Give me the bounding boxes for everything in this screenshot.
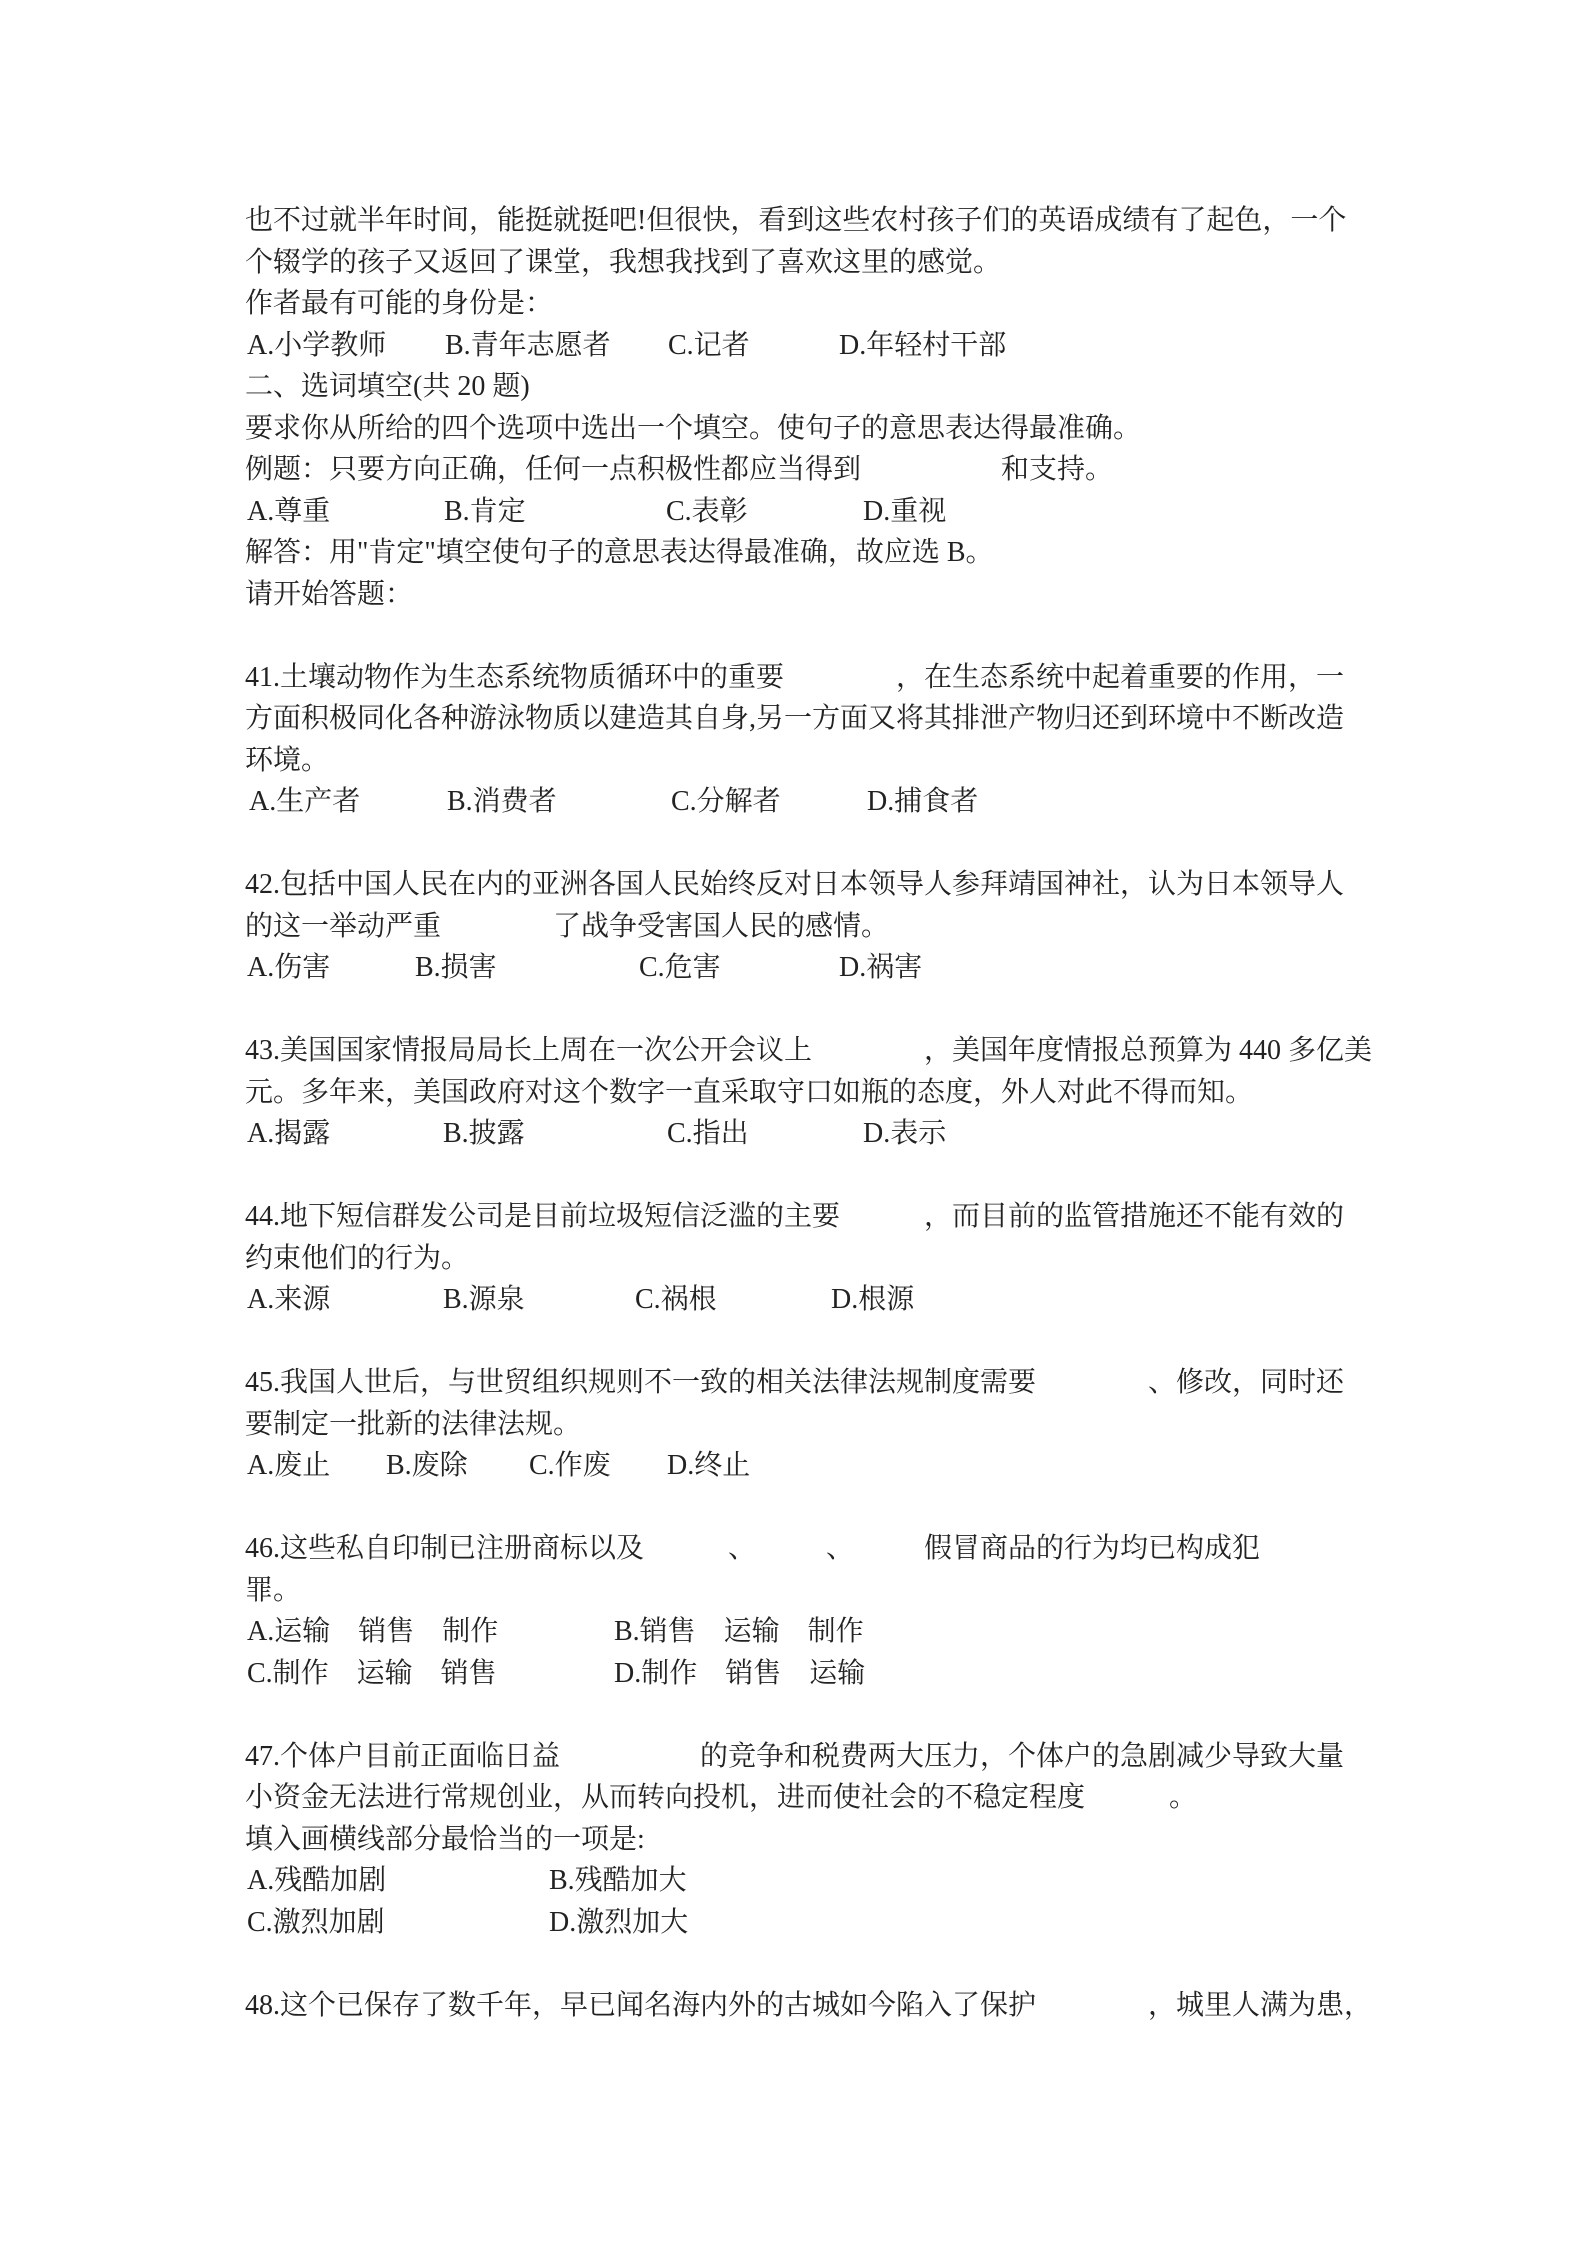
example-sentence: 例题：只要方向正确，任何一点积极性都应当得到 和支持。 bbox=[245, 454, 1114, 485]
q47-line-3: 填入画横线部分最恰当的一项是: bbox=[245, 1823, 645, 1855]
q42-option-d: D.祸害 bbox=[839, 952, 923, 983]
q46-option-a: A.运输 销售 制作 bbox=[247, 1616, 499, 1647]
exam-page bbox=[245, 200, 1375, 2026]
prev-question-options-row bbox=[245, 325, 1375, 367]
question-46 bbox=[245, 1528, 1375, 1694]
q41-option-a: A.生产者 bbox=[249, 786, 361, 817]
q45-option-b: B.废除 bbox=[386, 1450, 468, 1481]
q45-line-1: 45.我国人世后，与世贸组织规则不一致的相关法律法规制度需要 、修改，同时还 bbox=[245, 1367, 1345, 1398]
q43-line-1: 43.美国国家情报局局长上周在一次公开会议上 ，美国年度情报总预算为 440 多亿美 bbox=[245, 1035, 1373, 1066]
q43-option-d: D.表示 bbox=[863, 1118, 947, 1149]
section-heading: 二、选词填空(共 20 题) bbox=[245, 371, 530, 402]
q44-options-row bbox=[245, 1279, 1375, 1321]
example-option-d: D.重视 bbox=[863, 495, 947, 527]
question-43 bbox=[245, 1030, 1375, 1155]
q47-options-row-2 bbox=[245, 1902, 1375, 1944]
example-option-a: A.尊重 bbox=[247, 495, 331, 527]
q41-option-c: C.分解者 bbox=[671, 786, 781, 817]
prev-option-d: D.年轻村干部 bbox=[839, 329, 1007, 361]
question-41 bbox=[245, 657, 1375, 823]
example-answer: 解答：用"肯定"填空使句子的意思表达得最准确，故应选 B。 bbox=[245, 537, 994, 568]
question-45 bbox=[245, 1362, 1375, 1487]
q44-option-a: A.来源 bbox=[247, 1284, 331, 1315]
q41-line-2: 方面积极同化各种游泳物质以建造其自身,另一方面又将其排泄产物归还到环境中不断改造 bbox=[245, 703, 1345, 734]
q43-options-row bbox=[245, 1113, 1375, 1155]
question-47 bbox=[245, 1736, 1375, 1944]
q46-option-c: C.制作 运输 销售 bbox=[247, 1657, 497, 1689]
q46-option-b: B.销售 运输 制作 bbox=[614, 1616, 864, 1647]
section-instruction: 要求你从所给的四个选项中选出一个填空。使句子的意思表达得最准确。 bbox=[245, 412, 1142, 444]
q46-line-2: 罪。 bbox=[245, 1574, 302, 1606]
q41-option-b: B.消费者 bbox=[447, 786, 557, 817]
q45-option-a: A.废止 bbox=[247, 1450, 331, 1481]
q44-option-c: C.祸根 bbox=[635, 1284, 717, 1315]
q44-option-d: D.根源 bbox=[831, 1284, 915, 1315]
q43-option-b: B.披露 bbox=[443, 1118, 525, 1149]
q42-options-row bbox=[245, 947, 1375, 989]
q47-option-b: B.残酷加大 bbox=[549, 1865, 687, 1896]
q42-option-c: C.危害 bbox=[639, 952, 721, 983]
q44-option-b: B.源泉 bbox=[443, 1284, 525, 1315]
q45-option-d: D.终止 bbox=[667, 1450, 751, 1481]
question-48 bbox=[245, 1985, 1375, 2027]
intro-line-1: 也不过就半年时间，能挺就挺吧!但很快，看到这些农村孩子们的英语成绩有了起色，一个 bbox=[245, 205, 1347, 236]
example-options-row bbox=[245, 491, 1375, 533]
question-42 bbox=[245, 864, 1375, 989]
q43-line-2: 元。多年来，美国政府对这个数字一直采取守口如瓶的态度，外人对此不得而知。 bbox=[245, 1076, 1254, 1108]
q45-line-2: 要制定一批新的法律法规。 bbox=[245, 1408, 582, 1440]
q43-option-c: C.指出 bbox=[667, 1118, 749, 1149]
q42-option-b: B.损害 bbox=[415, 952, 497, 983]
q47-option-d: D.激烈加大 bbox=[549, 1906, 689, 1938]
prev-option-a: A.小学教师 bbox=[247, 329, 387, 361]
q41-line-1: 41.土壤动物作为生态系统物质循环中的重要 ，在生态系统中起着重要的作用，一 bbox=[245, 661, 1345, 693]
q41-option-d: D.捕食者 bbox=[867, 786, 979, 817]
start-prompt: 请开始答题： bbox=[245, 578, 414, 610]
intro-line-3: 作者最有可能的身份是： bbox=[245, 288, 554, 319]
q41-options-row bbox=[245, 781, 1375, 823]
intro-line-2: 个辍学的孩子又返回了课堂，我想我找到了喜欢这里的感觉。 bbox=[245, 246, 1002, 278]
q41-line-3: 环境。 bbox=[245, 744, 330, 776]
q47-line-1: 47.个体户目前正面临日益 的竞争和税费两大压力，个体户的急剧减少导致大量 bbox=[245, 1740, 1345, 1772]
q47-option-c: C.激烈加剧 bbox=[247, 1906, 385, 1938]
q44-line-1: 44.地下短信群发公司是目前垃圾短信泛滥的主要 ，而目前的监管措施还不能有效的 bbox=[245, 1201, 1345, 1232]
q45-options-row bbox=[245, 1445, 1375, 1487]
q42-line-2: 的这一举动严重 了战争受害国人民的感情。 bbox=[245, 910, 890, 942]
q47-option-a: A.残酷加剧 bbox=[247, 1865, 387, 1896]
prev-option-b: B.青年志愿者 bbox=[445, 329, 611, 361]
example-option-b: B.肯定 bbox=[444, 495, 526, 527]
example-option-c: C.表彰 bbox=[666, 495, 748, 527]
q42-option-a: A.伤害 bbox=[247, 952, 331, 983]
q47-line-2: 小资金无法进行常规创业，从而转向投机，进而使社会的不稳定程度 。 bbox=[245, 1782, 1198, 1813]
q46-options-row-1 bbox=[245, 1611, 1375, 1653]
q46-line-1: 46.这些私自印制已注册商标以及 、 、 假冒商品的行为均已构成犯 bbox=[245, 1533, 1261, 1564]
q46-options-row-2 bbox=[245, 1653, 1375, 1695]
question-44 bbox=[245, 1196, 1375, 1321]
q42-line-1: 42.包括中国人民在内的亚洲各国人民始终反对日本领导人参拜靖国神社，认为日本领导人 bbox=[245, 869, 1345, 900]
q46-option-d: D.制作 销售 运输 bbox=[614, 1657, 866, 1689]
q48-line-1: 48.这个已保存了数千年，早已闻名海内外的古城如今陷入了保护 ，城里人满为患， bbox=[245, 1989, 1373, 2021]
q47-options-row-1 bbox=[245, 1860, 1375, 1902]
prev-option-c: C.记者 bbox=[668, 329, 750, 361]
q44-line-2: 约束他们的行为。 bbox=[245, 1242, 470, 1274]
q43-option-a: A.揭露 bbox=[247, 1118, 331, 1149]
q45-option-c: C.作废 bbox=[529, 1450, 611, 1481]
